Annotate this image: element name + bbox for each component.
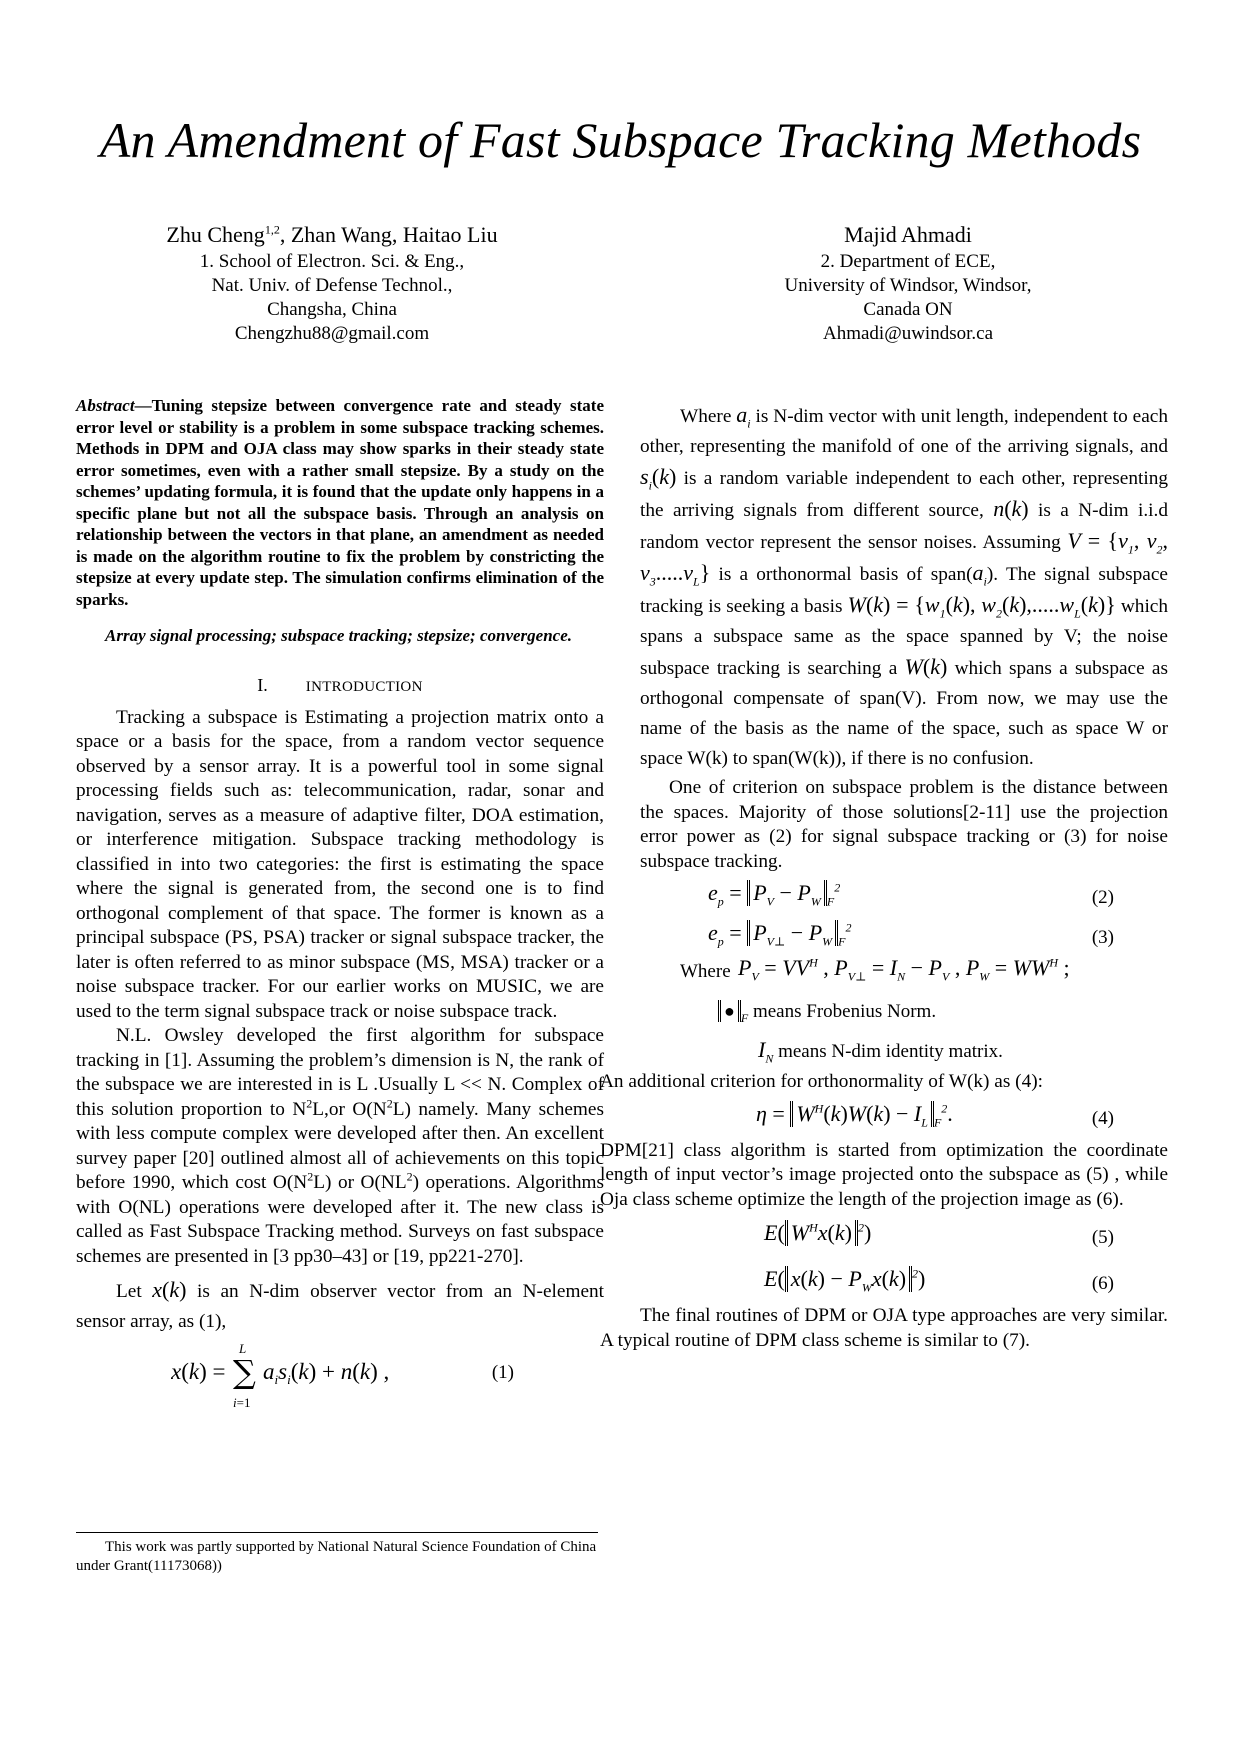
footnote: This work was partly supported by National Natural Science Foundation of China under Grant(11173068)) bbox=[76, 1539, 597, 1574]
svg-text:x(k) =: x(k) = bbox=[171, 1359, 226, 1384]
author-block-left bbox=[92, 220, 572, 346]
paper-title: An Amendment of Fast Subspace Tracking Methods bbox=[99, 112, 1142, 168]
bullet-norm-icon: ● bbox=[718, 1000, 741, 1022]
section-heading: I. INTRODUCTION bbox=[257, 675, 423, 695]
right-paragraph-4: DPM[21] class algorithm is started from optimization the coordinate length of input vector’s image projected onto the subspace as (5) , while Oja class scheme optimize the length of the projection image as (6). bbox=[600, 1139, 1168, 1210]
math-V-set: $V = \{v_1$, $v_2$, $v_3.....v_L$} bbox=[640, 528, 1169, 589]
svg-text:∑: ∑ bbox=[233, 1353, 256, 1391]
equation-5 bbox=[640, 1212, 1168, 1258]
math-ai: $a_i$ bbox=[972, 560, 987, 589]
math-nk: n(k) bbox=[993, 496, 1029, 521]
equation-3 bbox=[640, 914, 1168, 954]
affiliation-line: Changsha, China bbox=[267, 299, 397, 320]
svg-text:L: L bbox=[239, 1341, 247, 1356]
right-paragraph-1: Where $a_i$ is N-dim vector with unit length, independent to each other, representing the manifold of one of the arriving signals, and $s_i(k)$ is a random variable independent to each other, representing the arriving signals from different source, n(k) is a N-dim i.i.d random vector represent the sensor noises. Assuming $V = \{v_1$, $v_2$, $v_3.....v_L$} is a orthonormal basis of $span(a_i)$. The signal subspace tracking is seeking a basis $W(k) = \{w_1(k)$, $w_2(k),.....w_L(k)$} which spans a subspace same as the space spanned by V; the noise subspace tracking is searching a W(k) which spans a subspace as orthogonal compensate of span(V). From now, we may use the name of the basis as the name of the space, such as space W or space W(k) to span(W(k)), if there is no confusion. bbox=[640, 402, 1169, 769]
svg-text:i=1: i=1 bbox=[233, 1395, 251, 1410]
equation-number: (6) bbox=[1091, 1273, 1114, 1294]
math-sik: $s_i(k)$ bbox=[640, 464, 677, 493]
equation-6-formula: E( $x(k) - P_Wx(k)$ $^2$) bbox=[764, 1266, 926, 1295]
equation-number: (4) bbox=[1091, 1107, 1114, 1129]
intro-paragraph-2: N.L. Owsley developed the first algorithm for subspace tracking in [1]. Assuming the problem’s dimension is N, the rank of the subspace we are interested in is L .Usually L << N. Complex of this solution proportion to $N^2L,or$ $O(N^2L)$ namely. Many schemes with less compute complex were developed after then. An excellent survey paper [20] outlined almost all of achievements on this topic before 1990, which cost $O(N^2L)$ or $O(NL^2)$ operations. Algorithms with O(NL) operations were developed after it. The new class is called as Fast Subspace Tracking method. Surveys on fast subspace schemes are presented in [3 pp30–43] or [19, pp221-270]. bbox=[76, 1025, 604, 1267]
footnote-rule bbox=[76, 1532, 598, 1533]
affiliation-line: Canada ON bbox=[863, 299, 953, 320]
math-Wk: W(k) bbox=[904, 654, 948, 679]
equation-3-formula: $e_p = P_{V\perp} - P_W$ $_F^2$ bbox=[708, 920, 852, 949]
equation-1 bbox=[76, 1341, 604, 1411]
svg-text:aisi(k) + n(k) ,: $a_is_i(k) + n(k)$ , bbox=[263, 1359, 390, 1387]
intro-paragraph-1: Tracking a subspace is Estimating a projection matrix onto a space or a basis for the space, from a random vector sequence observed by a sensor array. It is a powerful tool in some signal processing fields such as: telecommunication, radar, sonar and navigation, serves as a measure of adaptive filter, DOA estimation, or interference mitigation. Subspace tracking methodology is classified in into two categories: the first is estimating the space where the signal is generated from, the second one is to find orthogonal complement of that space. The former is known as a principal subspace (PS, PSA) tracker or signal subspace tracker, the later is often referred to as minor subspace (MS, MSA) tracker or a noise subspace tracker. For our earlier works on MUSIC, we are used to the term signal subspace track or noise subspace track. bbox=[76, 706, 604, 1022]
where-label: Where bbox=[680, 961, 731, 982]
math-IN: $I_N$ bbox=[758, 1037, 774, 1066]
author-email: Ahmadi@uwindsor.ca bbox=[823, 323, 993, 344]
right-paragraph-5: The final routines of DPM or OJA type approaches are very similar. A typical routine of DPM class scheme is similar to (7). bbox=[600, 1305, 1168, 1351]
abstract: Abstract—Tuning stepsize between convergence rate and steady state error level or stability is a problem in some subspace tracking schemes. Methods in DPM and OJA class may show sparks in their steady state error sometimes, even with a rather small stepsize. By a study on the schemes’ updating formula, it is found that the update only happens in a specific plane but not all the subspace basis. Through an analysis on relationship between the vectors in that plane, an amendment as needed is made on the algorithm routine to fix the problem by constricting the stepsize at every update step. The simulation confirms elimination of the sparks. bbox=[76, 396, 604, 609]
where-definitions bbox=[640, 954, 1168, 994]
author-names-left: Zhu Cheng$^{1,2}$, Zhan Wang, Haitao Liu bbox=[166, 222, 498, 247]
author-names-right: Majid Ahmadi bbox=[844, 222, 972, 247]
equation-4 bbox=[640, 1095, 1168, 1139]
affiliation-line: University of Windsor, Windsor, bbox=[784, 275, 1032, 296]
author-block-right bbox=[668, 220, 1148, 346]
math-xk: x(k) bbox=[152, 1277, 187, 1302]
equation-2 bbox=[640, 874, 1168, 914]
projector-definitions: $P_V = VV^H$ , $P_{V\perp} = I_N - P_V$ , $P_W = WW^H$ ; bbox=[738, 955, 1070, 984]
math-ai: $a_i$ bbox=[736, 402, 751, 431]
affiliation-line: 2. Department of ECE, bbox=[820, 251, 996, 272]
equation-4-formula: $\eta = W^H(k)W(k) - I_L$ $_F^2$. bbox=[756, 1100, 953, 1129]
right-paragraph-3: An additional criterion for orthonormality of W(k) as (4): bbox=[600, 1071, 1043, 1092]
equation-2-formula: $e_p = P_V - P_W$ $_F^2$ bbox=[708, 880, 841, 909]
equation-6 bbox=[640, 1258, 1168, 1304]
equation-number: (1) bbox=[491, 1362, 514, 1383]
intro-paragraph-3: Let x(k) is an N-dim observer vector from an N-element sensor array, as (1), bbox=[76, 1277, 604, 1332]
right-column bbox=[600, 400, 1169, 1353]
equation-1-formula bbox=[171, 1341, 491, 1411]
affiliation-line: Nat. Univ. of Defense Technol., bbox=[211, 275, 453, 296]
frobenius-note: ● $_F$ means Frobenius Norm. bbox=[640, 994, 1168, 1034]
left-column bbox=[76, 395, 604, 1411]
affiliation-line: 1. School of Electron. Sci. & Eng., bbox=[199, 251, 465, 272]
equation-5-formula: E( $W^Hx(k)$ $^2$) bbox=[764, 1220, 872, 1245]
equation-number: (5) bbox=[1091, 1227, 1114, 1248]
equation-number: (3) bbox=[1091, 927, 1114, 948]
author-email: Chengzhu88@gmail.com bbox=[234, 323, 430, 344]
identity-note: $I_N$ means N-dim identity matrix. bbox=[758, 1037, 1003, 1066]
math-W-set: $W(k) = \{w_1(k)$, $w_2(k),.....w_L(k)$} bbox=[847, 592, 1116, 621]
keywords: Array signal processing; subspace tracking; stepsize; convergence. bbox=[105, 626, 573, 645]
right-paragraph-2: One of criterion on subspace problem is the distance between the spaces. Majority of those solutions[2-11] use the projection error power as (2) for signal subspace tracking or (3) for noise subspace tracking. bbox=[640, 777, 1168, 872]
equation-number: (2) bbox=[1091, 887, 1114, 908]
